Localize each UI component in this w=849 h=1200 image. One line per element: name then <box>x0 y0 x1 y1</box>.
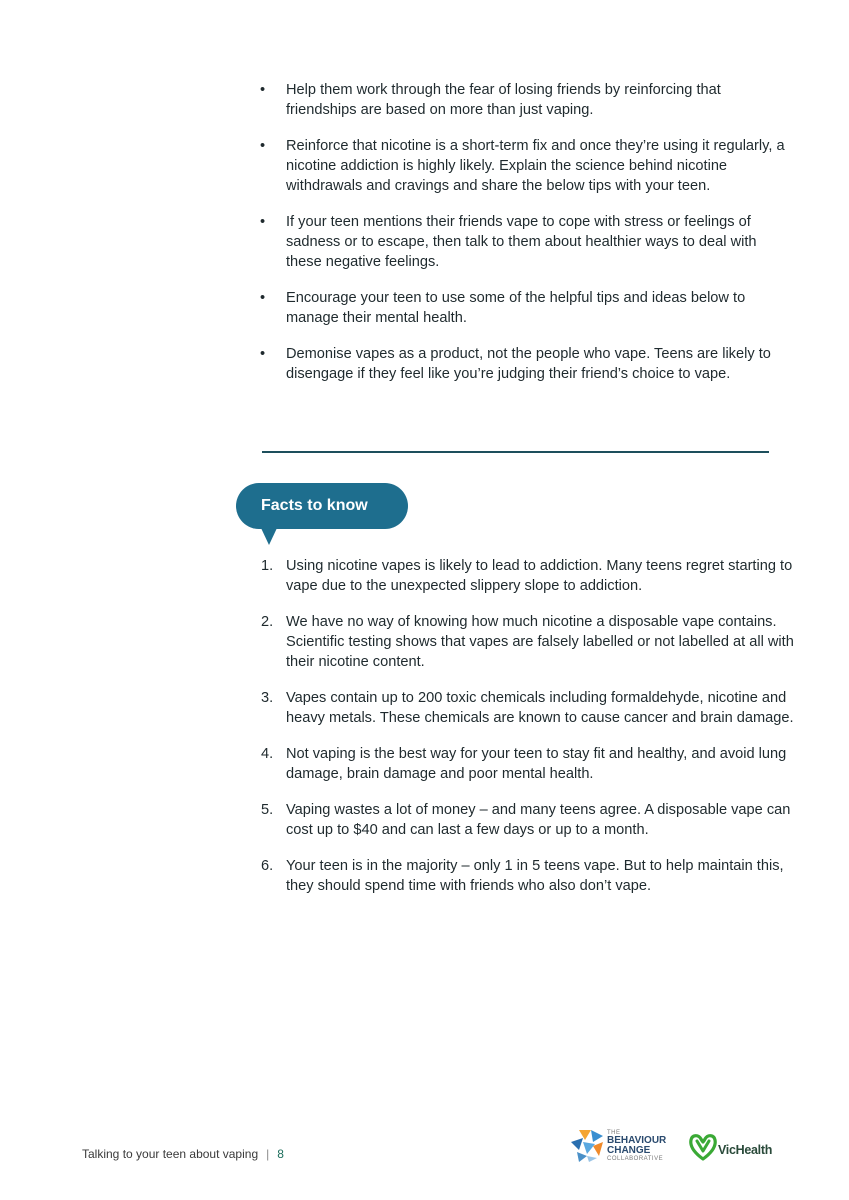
bcc-wordmark <box>607 1130 666 1162</box>
bullet-text: Encourage your teen to use some of the helpful tips and ideas below to manage their mental health. <box>286 290 746 326</box>
bcc-line3: CHANGE <box>607 1145 651 1156</box>
facts-list <box>258 556 798 896</box>
bcc-line4: COLLABORATIVE <box>607 1156 664 1162</box>
advice-section <box>258 80 788 400</box>
bullet-text: If your teen mentions their friends vape to cope with stress or feelings of sadness or to escape, then talk to them about healthier ways to deal with these negative feelings. <box>286 214 757 270</box>
vichealth-logo <box>688 1132 772 1162</box>
fact-text: Your teen is in the majority – only 1 in 5 teens vape. But to help maintain this, they should spend time with friends who also don’t vape. <box>286 858 784 894</box>
list-item <box>258 800 798 840</box>
list-item <box>258 856 798 896</box>
bullet-text: Help them work through the fear of losing friends by reinforcing that friendships are based on more than just vaping. <box>286 82 721 118</box>
footer-separator: | <box>266 1147 270 1161</box>
fact-number: 6. <box>261 858 274 874</box>
fact-number: 3. <box>261 690 274 706</box>
vichealth-heart-icon <box>688 1132 718 1162</box>
section-divider <box>262 451 769 453</box>
list-item <box>258 688 798 728</box>
list-item <box>258 212 788 272</box>
bullet-text: Reinforce that nicotine is a short-term fix and once they’re using it regularly, a nicotine addiction is highly likely. Explain the science behind nicotine withdrawals and cravings and share the below tips with your teen. <box>286 138 785 194</box>
speech-bubble-tail <box>261 528 277 545</box>
fact-text: Not vaping is the best way for your teen to stay fit and healthy, and avoid lung damage, brain damage and poor mental health. <box>286 746 787 782</box>
facts-heading: Facts to know <box>261 497 368 514</box>
bullet-marker: • <box>260 214 266 230</box>
bullet-text: Demonise vapes as a product, not the people who vape. Teens are likely to disengage if they feel like you’re judging their friend’s choice to vape. <box>286 346 771 382</box>
bcc-line2: BEHAVIOUR <box>607 1135 667 1146</box>
fact-number: 1. <box>261 558 274 574</box>
bullet-marker: • <box>260 82 266 98</box>
page-footer <box>82 1147 284 1161</box>
list-item <box>258 556 798 596</box>
bcc-mark-icon <box>569 1128 607 1164</box>
footer-title: Talking to your teen about vaping <box>82 1147 259 1161</box>
advice-list <box>258 80 788 384</box>
bullet-marker: • <box>260 138 266 154</box>
fact-number: 5. <box>261 802 274 818</box>
fact-number: 4. <box>261 746 274 762</box>
fact-text: Vaping wastes a lot of money – and many teens agree. A disposable vape can cost up to $40 and can last a few days or up to a month. <box>286 802 791 838</box>
facts-section <box>258 556 798 912</box>
page-number: 8 <box>277 1147 284 1161</box>
vichealth-wordmark: VicHealth <box>718 1143 773 1157</box>
list-item <box>258 288 788 328</box>
list-item <box>258 744 798 784</box>
fact-text: We have no way of knowing how much nicotine a disposable vape contains. Scientific testing shows that vapes are falsely labelled or not labelled at all with their nicotine content. <box>286 614 794 670</box>
list-item <box>258 136 788 196</box>
behaviour-change-collaborative-logo <box>569 1128 669 1164</box>
bullet-marker: • <box>260 346 266 362</box>
fact-text: Using nicotine vapes is likely to lead to addiction. Many teens regret starting to vape due to the unexpected slippery slope to addiction. <box>286 558 793 594</box>
facts-heading-bubble <box>236 483 408 529</box>
list-item <box>258 80 788 120</box>
list-item <box>258 612 798 672</box>
bullet-marker: • <box>260 290 266 306</box>
fact-number: 2. <box>261 614 274 630</box>
list-item <box>258 344 788 384</box>
fact-text: Vapes contain up to 200 toxic chemicals including formaldehyde, nicotine and heavy metals. These chemicals are known to cause cancer and brain damage. <box>286 690 794 726</box>
bcc-line1: THE <box>607 1130 621 1136</box>
